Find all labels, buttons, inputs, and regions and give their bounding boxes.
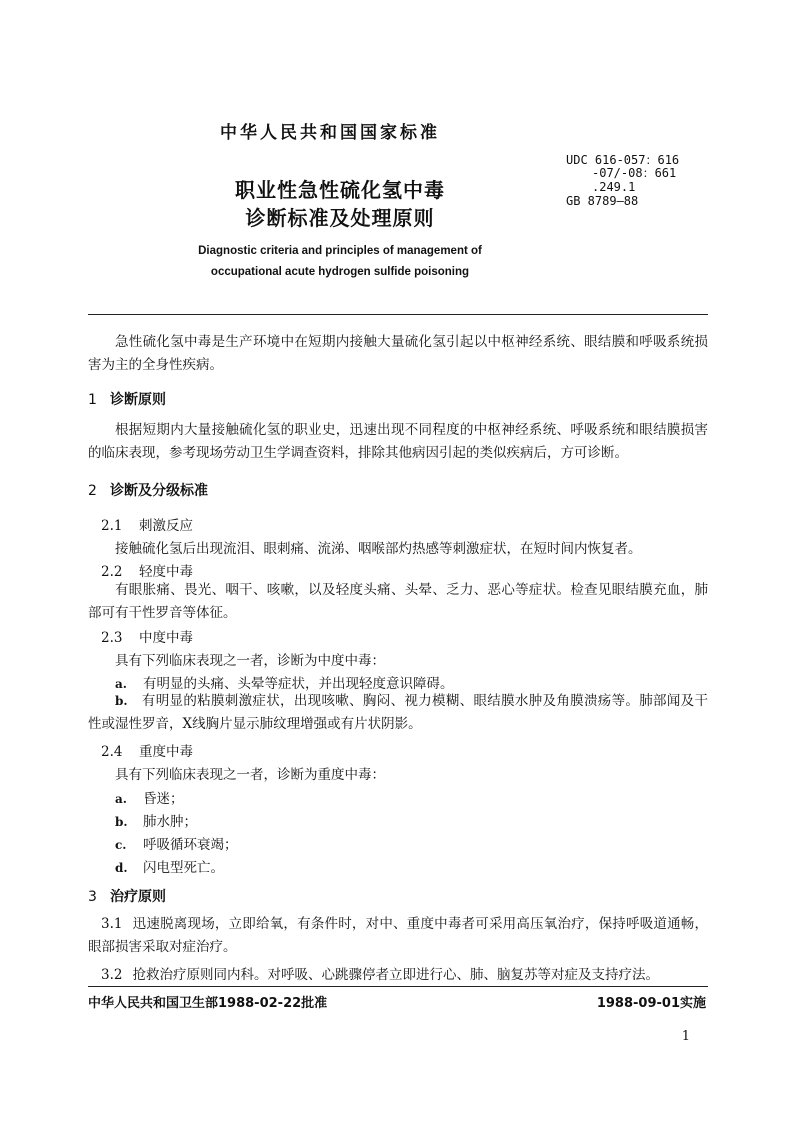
subsection-3-1-text: 迅速脱离现场，立即给氧，有条件时，对中、重度中毒者可采用高压氧治疗，保持呼吸道通畅，眼部损害采取对症治疗。 (88, 916, 708, 955)
document-title-line-2: 诊断标准及处理原则 (245, 206, 435, 230)
section-3-title: 治疗原则 (110, 889, 166, 905)
section-1-text: 根据短期内大量接触硫化氢的职业史，迅速出现不同程度的中枢神经系统、呼吸系统和眼结膜损害的临床表现，参考现场劳动卫生学调查资料，排除其他病因引起的类似疾病后，方可诊断。 (88, 422, 708, 461)
subsection-2-2-number: 2.2 (101, 564, 123, 580)
english-title-line-1: Diagnostic criteria and principles of management of (198, 245, 482, 257)
subsection-2-3-item-a (115, 672, 454, 692)
item-text: 有明显的粘膜刺激症状，出现咳嗽、胸闷、视力模糊、眼结膜水肿及角膜溃疡等。肺部闻及干性或湿性罗音，X线胸片显示肺纹理增强或有片状阴影。 (88, 693, 708, 732)
effective-date-notice: 1988-09-01实施 (596, 996, 706, 1011)
subsection-2-4-heading (101, 740, 193, 760)
item-text: 肺水肿； (143, 814, 197, 830)
section-3-number: 3 (88, 889, 97, 905)
subsection-2-1-heading (101, 514, 193, 534)
udc-code-line-1: UDC 616-057：616 (566, 153, 680, 167)
subsection-2-4-item-b (115, 810, 197, 830)
subsection-2-4-lead: 具有下列临床表现之一者，诊断为重度中毒： (115, 767, 385, 783)
subsection-2-2-text: 有眼胀痛、畏光、咽干、咳嗽，以及轻度头痛、头晕、乏力、恶心等症状。检查见眼结膜充血，肺部可有干性罗音等体征。 (88, 582, 708, 621)
section-2-number: 2 (88, 483, 97, 499)
subsection-2-1-number: 2.1 (101, 518, 123, 534)
page-number: 1 (681, 1029, 690, 1044)
footer-divider (88, 986, 708, 987)
section-3-heading (88, 886, 166, 906)
item-label: c. (115, 838, 127, 852)
issuing-country-standard: 中华人民共和国国家标准 (220, 123, 440, 143)
item-text: 昏迷； (143, 791, 184, 807)
section-1-heading (88, 389, 166, 409)
item-label: b. (115, 694, 128, 708)
section-1-title: 诊断原则 (110, 392, 166, 408)
subsection-2-4-number: 2.4 (101, 744, 123, 760)
item-label: d. (115, 861, 128, 875)
subsection-2-3-heading (101, 626, 193, 646)
subsection-3-1-number: 3.1 (101, 916, 123, 932)
gb-standard-number: GB 8789—88 (566, 194, 639, 208)
subsection-2-2-title: 轻度中毒 (139, 564, 193, 580)
item-label: a. (115, 792, 127, 806)
subsection-3-2-text: 抢救治疗原则同内科。对呼吸、心跳骤停者立即进行心、肺、脑复苏等对症及支持疗法。 (132, 967, 659, 983)
approval-notice: 中华人民共和国卫生部1988-02-22批准 (88, 996, 328, 1011)
subsection-3-2 (101, 963, 659, 983)
document-title-line-1: 职业性急性硫化氢中毒 (235, 178, 445, 202)
subsection-3-2-number: 3.2 (101, 967, 123, 983)
subsection-2-1-text: 接触硫化氢后出现流泪、眼刺痛、流涕、咽喉部灼热感等刺激症状，在短时间内恢复者。 (115, 541, 642, 557)
subsection-2-1-title: 刺激反应 (139, 518, 193, 534)
english-title-line-2: occupational acute hydrogen sulfide poisoning (210, 266, 470, 278)
udc-code-line-3: .249.1 (592, 180, 636, 194)
section-2-title: 诊断及分级标准 (110, 483, 208, 499)
header-divider (88, 314, 708, 315)
subsection-2-4-item-a (115, 787, 184, 807)
item-text: 有明显的头痛、头晕等症状，并出现轻度意识障碍。 (143, 676, 454, 692)
subsection-2-3-title: 中度中毒 (139, 630, 193, 646)
item-text: 闪电型死亡。 (143, 860, 224, 876)
subsection-2-4-item-c (115, 833, 238, 853)
item-label: b. (115, 815, 128, 829)
section-2-heading (88, 480, 208, 500)
item-text: 呼吸循环衰竭； (143, 837, 238, 853)
intro-paragraph: 急性硫化氢中毒是生产环境中在短期内接触大量硫化氢引起以中枢神经系统、眼结膜和呼吸系统损害为主的全身性疾病。 (88, 334, 708, 373)
subsection-2-3-lead: 具有下列临床表现之一者，诊断为中度中毒： (115, 653, 385, 669)
subsection-2-3-number: 2.3 (101, 630, 123, 646)
item-label: a. (115, 677, 127, 691)
subsection-2-2-heading (101, 560, 193, 580)
subsection-2-4-item-d (115, 856, 224, 876)
subsection-3-1 (88, 913, 708, 959)
subsection-2-3-item-b (88, 690, 708, 736)
udc-code-line-2: -07/-08：661 (592, 166, 677, 180)
section-1-number: 1 (88, 392, 97, 408)
subsection-2-4-title: 重度中毒 (139, 744, 193, 760)
